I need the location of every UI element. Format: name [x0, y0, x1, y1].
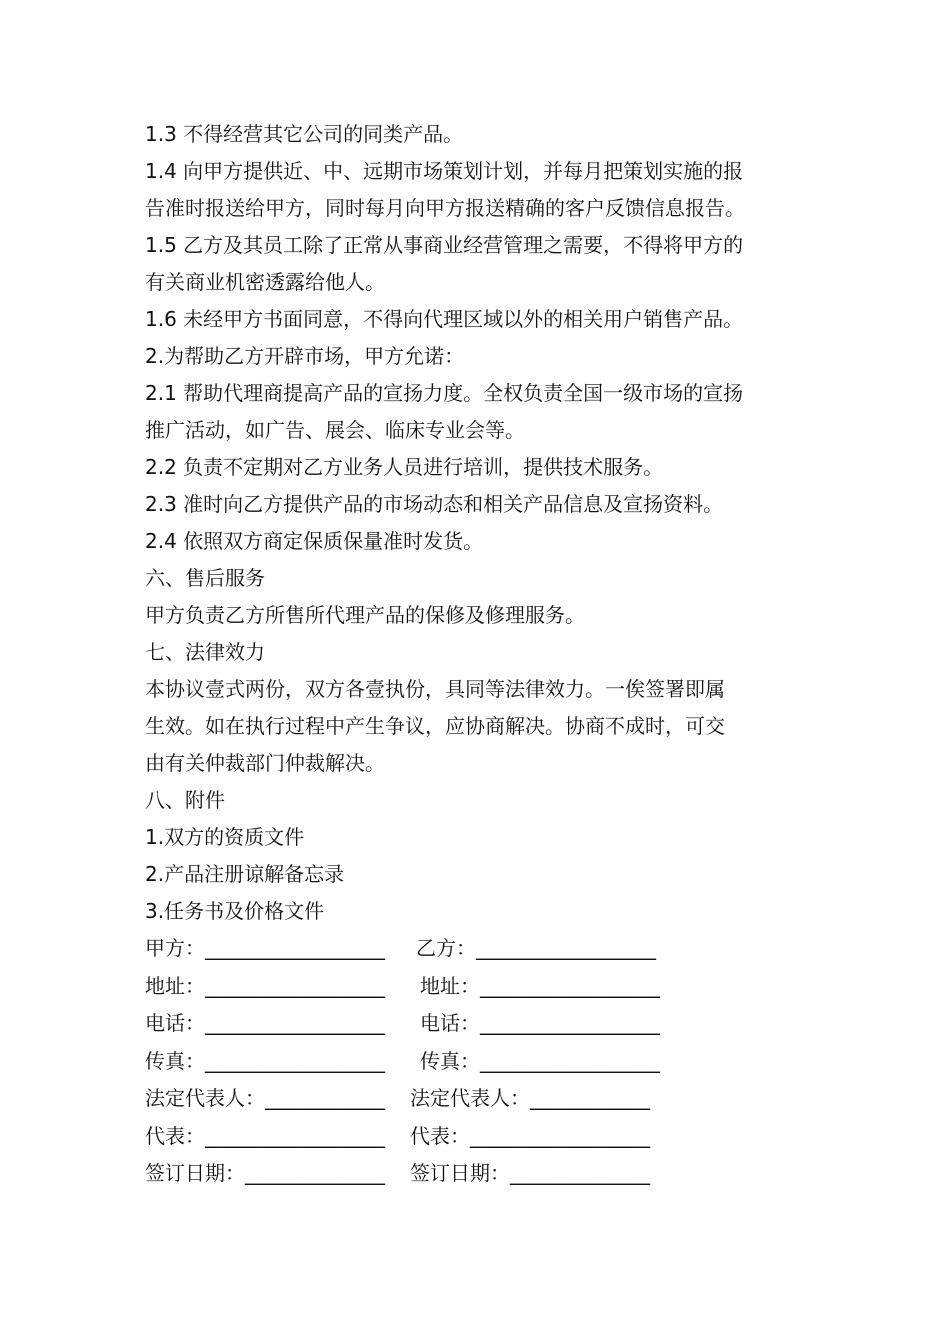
party-a-address-field: 地址：__________________	[145, 973, 385, 998]
paragraph: 2.为帮助乙方开辟市场，甲方允诺：	[145, 344, 465, 368]
signature-row-fax	[145, 1043, 815, 1081]
party-b-phone-field: 电话：__________________	[420, 1011, 660, 1035]
paragraph: 本协议壹式两份，双方各壹执份，具同等法律效力。一俟签署即属	[145, 677, 725, 701]
paragraph: 告准时报送给甲方，同时每月向甲方报送精确的客户反馈信息报告。	[145, 196, 745, 220]
paragraph: 1.4 向甲方提供近、中、远期市场策划计划，并每月把策划实施的报	[145, 159, 744, 183]
signature-row-representative	[145, 1118, 815, 1156]
paragraph: 1.6 未经甲方书面同意，不得向代理区域以外的相关用户销售产品。	[145, 307, 744, 331]
signature-row-legal-rep	[145, 1080, 815, 1118]
attachment-item: 3.任务书及价格文件	[145, 899, 325, 923]
party-b-representative-field: 代表：__________________	[410, 1123, 650, 1148]
party-b-date-field: 签订日期：______________	[410, 1161, 650, 1185]
paragraph: 甲方负责乙方所售所代理产品的保修及修理服务。	[145, 603, 585, 627]
signature-row-address	[145, 968, 815, 1006]
party-a-name-field: 甲方：__________________	[145, 936, 385, 960]
attachment-item: 1.双方的资质文件	[145, 825, 305, 849]
paragraph: 推广活动，如广告、展会、临床专业会等。	[145, 418, 525, 442]
party-b-legal-rep-field: 法定代表人：____________	[410, 1086, 650, 1110]
signature-row-phone	[145, 1005, 815, 1043]
paragraph: 生效。如在执行过程中产生争议，应协商解决。协商不成时，可交	[145, 714, 725, 738]
paragraph: 2.1 帮助代理商提高产品的宣扬力度。全权负责全国一级市场的宣扬	[145, 381, 744, 405]
signature-row-party	[145, 930, 815, 968]
party-a-legal-rep-field: 法定代表人：____________	[145, 1086, 385, 1110]
party-a-date-field: 签订日期：______________	[145, 1161, 385, 1185]
paragraph: 由有关仲裁部门仲裁解决。	[145, 751, 385, 775]
party-a-fax-field: 传真：__________________	[145, 1048, 385, 1073]
document-body	[145, 116, 815, 1193]
paragraph: 有关商业机密透露给他人。	[145, 270, 385, 294]
paragraph: 1.3 不得经营其它公司的同类产品。	[145, 122, 464, 146]
attachment-item: 2.产品注册谅解备忘录	[145, 862, 345, 886]
section-heading: 八、附件	[145, 788, 225, 812]
party-a-representative-field: 代表：__________________	[145, 1123, 385, 1148]
paragraph: 1.5 乙方及其员工除了正常从事商业经营管理之需要，不得将甲方的	[145, 233, 744, 257]
party-b-address-field: 地址：__________________	[420, 973, 660, 998]
party-b-name-field: 乙方：__________________	[416, 936, 656, 960]
section-heading: 六、售后服务	[145, 566, 265, 590]
paragraph: 2.4 依照双方商定保质保量准时发货。	[145, 529, 484, 553]
party-a-phone-field: 电话：__________________	[145, 1011, 385, 1035]
paragraph: 2.2 负责不定期对乙方业务人员进行培训，提供技术服务。	[145, 455, 664, 479]
paragraph: 2.3 准时向乙方提供产品的市场动态和相关产品信息及宣扬资料。	[145, 492, 724, 516]
party-b-fax-field: 传真：__________________	[420, 1048, 660, 1073]
section-heading: 七、法律效力	[145, 640, 265, 664]
signature-row-date	[145, 1155, 815, 1193]
